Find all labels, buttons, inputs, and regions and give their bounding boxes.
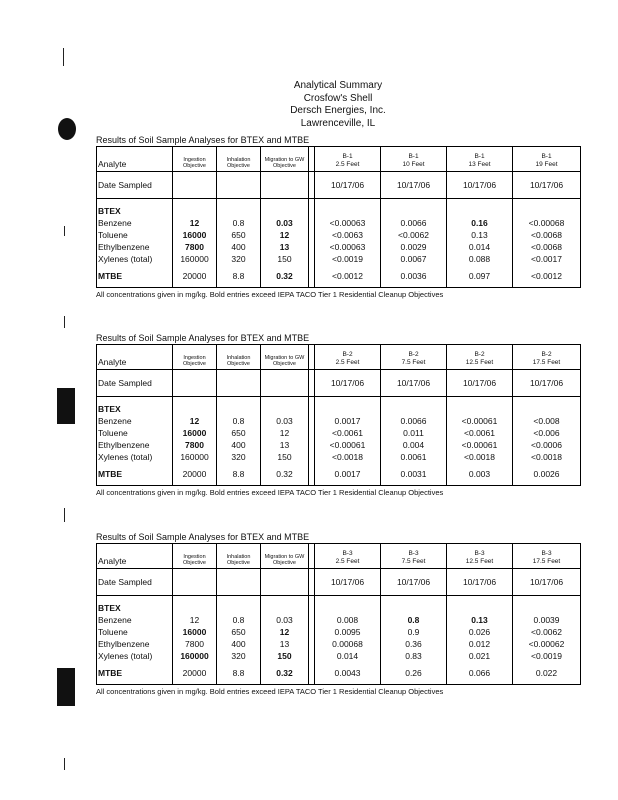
table-cell — [447, 602, 513, 614]
table-cell — [217, 569, 261, 596]
table-cell — [513, 345, 581, 370]
table-cell: 0.32 — [261, 662, 309, 685]
table-cell: <0.0061 — [447, 427, 513, 439]
section-title: Results of Soil Sample Analyses for BTEX and MTBE — [96, 532, 310, 542]
table-cell: Xylenes (total) — [98, 651, 153, 661]
group-label: BTEX — [98, 603, 121, 613]
table-row — [97, 265, 581, 288]
table-cell: 7800 — [173, 241, 217, 253]
table-cell: 7800 — [173, 439, 217, 451]
table-cell: 16000 — [173, 626, 217, 638]
section-title: Results of Soil Sample Analyses for BTEX and MTBE — [96, 333, 310, 343]
table-cell — [217, 172, 261, 199]
header-title: Analytical Summary — [293, 80, 383, 91]
table-cell: <0.00061 — [315, 439, 381, 451]
table-cell — [447, 544, 513, 569]
table-cell — [173, 370, 217, 397]
analyte-header: Analyte — [97, 345, 173, 370]
date-cell: 10/17/06 — [513, 172, 581, 199]
header-site: Crosfow's Shell — [303, 92, 373, 104]
table-cell: <0.0012 — [513, 265, 581, 288]
table-cell — [513, 602, 581, 614]
table-cell: 8.8 — [217, 463, 261, 486]
table-cell — [173, 205, 217, 217]
date-cell: 10/17/06 — [381, 370, 447, 397]
table-cell: Xylenes (total) — [98, 452, 153, 462]
table-cell: 12 — [261, 427, 309, 439]
table-cell — [261, 403, 309, 415]
table-cell: 16000 — [173, 229, 217, 241]
table-row — [97, 650, 581, 662]
table-cell: Ethylbenzene — [98, 242, 150, 252]
table-cell: 0.13 — [447, 614, 513, 626]
table-cell — [217, 345, 261, 370]
table-cell — [315, 147, 381, 172]
table-cell: 20000 — [173, 463, 217, 486]
table-cell — [217, 544, 261, 569]
table-cell: <0.0012 — [315, 265, 381, 288]
table-cell: 7800 — [173, 638, 217, 650]
scan-black-mark-bottom — [57, 668, 75, 706]
table-cell: 0.83 — [381, 650, 447, 662]
table-cell — [381, 544, 447, 569]
table-cell: 20000 — [173, 265, 217, 288]
table-cell: 12 — [261, 626, 309, 638]
table-cell — [315, 602, 381, 614]
table-cell — [315, 544, 381, 569]
table-row — [97, 439, 581, 451]
table-cell — [217, 205, 261, 217]
table-cell: <0.0068 — [513, 241, 581, 253]
table-row — [97, 241, 581, 253]
results-table — [96, 146, 581, 288]
table-cell — [381, 345, 447, 370]
table-cell: 400 — [217, 638, 261, 650]
table-cell — [381, 205, 447, 217]
table-cell — [261, 569, 309, 596]
location-header: B-3 12.5 Feet — [465, 550, 494, 565]
table-cell: 160000 — [173, 253, 217, 265]
table-cell: 0.0039 — [513, 614, 581, 626]
table-cell: 0.088 — [447, 253, 513, 265]
table-cell: 0.0066 — [381, 415, 447, 427]
results-section-b3 — [96, 532, 580, 696]
report-header — [0, 80, 618, 130]
table-cell: 12 — [173, 415, 217, 427]
table-cell: 0.03 — [261, 217, 309, 229]
results-table — [96, 344, 581, 486]
results-table — [96, 543, 581, 685]
table-cell: <0.0019 — [513, 650, 581, 662]
table-cell: 13 — [261, 241, 309, 253]
table-cell: 0.0061 — [381, 451, 447, 463]
table-cell: 0.008 — [315, 614, 381, 626]
table-row — [97, 427, 581, 439]
location-header: B-1 19 Feet — [535, 153, 558, 168]
scan-edge-tick — [63, 48, 64, 66]
table-cell — [173, 147, 217, 172]
footnote: All concentrations given in mg/kg. Bold entries exceed IEPA TACO Tier 1 Residential Cleanup Objectives — [96, 290, 444, 299]
footnote: All concentrations given in mg/kg. Bold entries exceed IEPA TACO Tier 1 Residential Cleanup Objectives — [96, 488, 444, 497]
table-cell: 0.8 — [381, 614, 447, 626]
table-cell: 160000 — [173, 451, 217, 463]
table-cell — [173, 602, 217, 614]
table-cell: <0.0018 — [447, 451, 513, 463]
location-header: B-1 10 Feet — [402, 153, 425, 168]
table-cell: Toluene — [98, 627, 128, 637]
table-cell: 0.00068 — [315, 638, 381, 650]
table-cell — [315, 403, 381, 415]
table-cell: 12 — [261, 229, 309, 241]
table-cell: 0.003 — [447, 463, 513, 486]
table-cell: 150 — [261, 253, 309, 265]
table-row — [97, 229, 581, 241]
table-cell: Benzene — [98, 218, 132, 228]
scan-edge-tick — [64, 758, 65, 770]
table-cell: <0.0018 — [315, 451, 381, 463]
table-cell: 0.011 — [381, 427, 447, 439]
scan-edge-tick — [64, 316, 65, 328]
table-cell: <0.0017 — [513, 253, 581, 265]
table-cell — [447, 345, 513, 370]
date-cell: 10/17/06 — [381, 569, 447, 596]
table-cell: <0.00063 — [315, 241, 381, 253]
table-cell: 0.9 — [381, 626, 447, 638]
table-row — [97, 415, 581, 427]
footnote: All concentrations given in mg/kg. Bold entries exceed IEPA TACO Tier 1 Residential Cleanup Objectives — [96, 687, 444, 696]
table-cell: Benzene — [98, 416, 132, 426]
location-header: B-1 13 Feet — [468, 153, 491, 168]
inhalation-header: Inhalation Objective — [226, 554, 251, 566]
table-cell — [381, 403, 447, 415]
table-cell: MTBE — [98, 271, 123, 281]
table-cell: <0.008 — [513, 415, 581, 427]
location-header: B-2 12.5 Feet — [465, 351, 494, 366]
table-cell: Xylenes (total) — [98, 254, 153, 264]
table-cell: 0.097 — [447, 265, 513, 288]
table-cell: 0.26 — [381, 662, 447, 685]
date-label: Date Sampled — [97, 172, 173, 199]
table-cell — [315, 345, 381, 370]
table-cell: 12 — [173, 217, 217, 229]
table-cell: <0.0062 — [513, 626, 581, 638]
table-row — [97, 638, 581, 650]
table-row — [97, 662, 581, 685]
table-cell: 0.014 — [315, 650, 381, 662]
table-cell: 0.0029 — [381, 241, 447, 253]
table-cell — [217, 602, 261, 614]
table-cell — [173, 345, 217, 370]
table-cell: 0.0017 — [315, 415, 381, 427]
table-cell — [513, 147, 581, 172]
table-cell: 13 — [261, 638, 309, 650]
date-cell: 10/17/06 — [513, 569, 581, 596]
ingestion-header: Ingestion Objective — [183, 355, 206, 367]
table-cell: 650 — [217, 229, 261, 241]
table-cell — [447, 403, 513, 415]
table-cell: 160000 — [173, 650, 217, 662]
table-cell — [173, 172, 217, 199]
table-cell: 0.014 — [447, 241, 513, 253]
date-cell: 10/17/06 — [315, 172, 381, 199]
inhalation-header: Inhalation Objective — [226, 355, 251, 367]
results-section-b2 — [96, 333, 580, 497]
table-cell: 0.012 — [447, 638, 513, 650]
date-cell: 10/17/06 — [315, 569, 381, 596]
table-cell: <0.00062 — [513, 638, 581, 650]
table-row — [97, 463, 581, 486]
date-cell: 10/17/06 — [381, 172, 447, 199]
location-header: B-2 2.5 Feet — [335, 351, 360, 366]
scan-edge-tick — [64, 226, 65, 236]
date-cell: 10/17/06 — [513, 370, 581, 397]
table-cell: 8.8 — [217, 265, 261, 288]
table-cell — [217, 403, 261, 415]
table-cell — [381, 602, 447, 614]
table-cell: 320 — [217, 253, 261, 265]
table-cell — [173, 569, 217, 596]
date-cell: 10/17/06 — [447, 569, 513, 596]
table-cell: 20000 — [173, 662, 217, 685]
table-cell — [261, 345, 309, 370]
table-cell: 0.8 — [217, 415, 261, 427]
table-cell: <0.006 — [513, 427, 581, 439]
table-cell — [261, 602, 309, 614]
results-section-b1 — [96, 135, 580, 299]
table-cell: <0.0063 — [315, 229, 381, 241]
table-cell: <0.0019 — [315, 253, 381, 265]
table-cell: <0.00063 — [315, 217, 381, 229]
table-cell: 13 — [261, 439, 309, 451]
table-cell — [513, 403, 581, 415]
date-row — [97, 370, 581, 397]
group-label: BTEX — [98, 404, 121, 414]
table-row — [97, 217, 581, 229]
table-cell: 12 — [173, 614, 217, 626]
header-location: Lawrenceville, IL — [300, 117, 376, 129]
table-cell — [513, 205, 581, 217]
table-cell: 0.16 — [447, 217, 513, 229]
table-cell: 0.004 — [381, 439, 447, 451]
table-cell: 0.026 — [447, 626, 513, 638]
table-cell: 0.32 — [261, 265, 309, 288]
table-cell: Toluene — [98, 428, 128, 438]
table-cell: 400 — [217, 241, 261, 253]
ingestion-header: Ingestion Objective — [183, 554, 206, 566]
table-cell — [261, 147, 309, 172]
table-cell: <0.0018 — [513, 451, 581, 463]
table-cell: Toluene — [98, 230, 128, 240]
table-cell: 320 — [217, 650, 261, 662]
table-cell: 0.0026 — [513, 463, 581, 486]
table-cell: 400 — [217, 439, 261, 451]
table-row — [97, 614, 581, 626]
table-cell: Ethylbenzene — [98, 639, 150, 649]
table-cell: 650 — [217, 427, 261, 439]
table-cell: 0.0066 — [381, 217, 447, 229]
table-row — [97, 253, 581, 265]
table-cell: 0.066 — [447, 662, 513, 685]
table-cell: <0.0062 — [381, 229, 447, 241]
table-cell — [173, 544, 217, 569]
table-cell: MTBE — [98, 668, 123, 678]
table-cell — [261, 205, 309, 217]
table-cell: <0.00068 — [513, 217, 581, 229]
location-header: B-3 2.5 Feet — [335, 550, 360, 565]
analyte-header: Analyte — [97, 147, 173, 172]
group-label: BTEX — [98, 206, 121, 216]
date-label: Date Sampled — [97, 569, 173, 596]
table-cell: 0.0036 — [381, 265, 447, 288]
table-cell — [261, 172, 309, 199]
table-cell: 0.36 — [381, 638, 447, 650]
date-cell: 10/17/06 — [447, 172, 513, 199]
table-cell — [447, 147, 513, 172]
table-cell: 150 — [261, 451, 309, 463]
migration-header: Migration to GW Objective — [264, 157, 305, 169]
table-cell: 0.0043 — [315, 662, 381, 685]
table-cell: 0.0067 — [381, 253, 447, 265]
table-cell — [261, 370, 309, 397]
table-cell: 0.8 — [217, 614, 261, 626]
table-cell: 0.03 — [261, 614, 309, 626]
table-cell: 0.32 — [261, 463, 309, 486]
table-cell: 0.0031 — [381, 463, 447, 486]
table-cell: 0.13 — [447, 229, 513, 241]
table-cell: 0.021 — [447, 650, 513, 662]
table-cell — [447, 205, 513, 217]
table-cell: 0.022 — [513, 662, 581, 685]
scan-black-mark-top — [57, 388, 75, 424]
analyte-header: Analyte — [97, 544, 173, 569]
table-cell — [173, 403, 217, 415]
table-cell — [261, 544, 309, 569]
ingestion-header: Ingestion Objective — [183, 157, 206, 169]
table-cell — [217, 370, 261, 397]
table-cell: <0.00061 — [447, 415, 513, 427]
location-header: B-3 7.5 Feet — [401, 550, 426, 565]
date-cell: 10/17/06 — [447, 370, 513, 397]
table-row — [97, 451, 581, 463]
table-cell: 650 — [217, 626, 261, 638]
location-header: B-2 17.5 Feet — [532, 351, 561, 366]
table-cell: 8.8 — [217, 662, 261, 685]
date-row — [97, 569, 581, 596]
table-cell: MTBE — [98, 469, 123, 479]
table-cell: <0.00061 — [447, 439, 513, 451]
section-title: Results of Soil Sample Analyses for BTEX and MTBE — [96, 135, 310, 145]
table-cell — [381, 147, 447, 172]
table-cell: 0.03 — [261, 415, 309, 427]
scan-edge-tick — [64, 508, 65, 522]
location-header: B-3 17.5 Feet — [532, 550, 561, 565]
table-cell: 150 — [261, 650, 309, 662]
inhalation-header: Inhalation Objective — [226, 157, 251, 169]
table-cell: 0.0095 — [315, 626, 381, 638]
table-cell: 320 — [217, 451, 261, 463]
table-cell: Ethylbenzene — [98, 440, 150, 450]
table-cell: 0.0017 — [315, 463, 381, 486]
migration-header: Migration to GW Objective — [264, 554, 305, 566]
table-cell — [217, 147, 261, 172]
date-cell: 10/17/06 — [315, 370, 381, 397]
header-company: Dersch Energies, Inc. — [290, 105, 386, 116]
location-header: B-1 2.5 Feet — [335, 153, 360, 168]
date-row — [97, 172, 581, 199]
table-cell — [315, 205, 381, 217]
table-cell: Benzene — [98, 615, 132, 625]
table-cell: <0.0061 — [315, 427, 381, 439]
table-row — [97, 626, 581, 638]
location-header: B-2 7.5 Feet — [401, 351, 426, 366]
table-cell: <0.0068 — [513, 229, 581, 241]
table-cell — [513, 544, 581, 569]
table-cell: 0.8 — [217, 217, 261, 229]
migration-header: Migration to GW Objective — [264, 355, 305, 367]
date-label: Date Sampled — [97, 370, 173, 397]
table-cell: 16000 — [173, 427, 217, 439]
table-cell: <0.0006 — [513, 439, 581, 451]
